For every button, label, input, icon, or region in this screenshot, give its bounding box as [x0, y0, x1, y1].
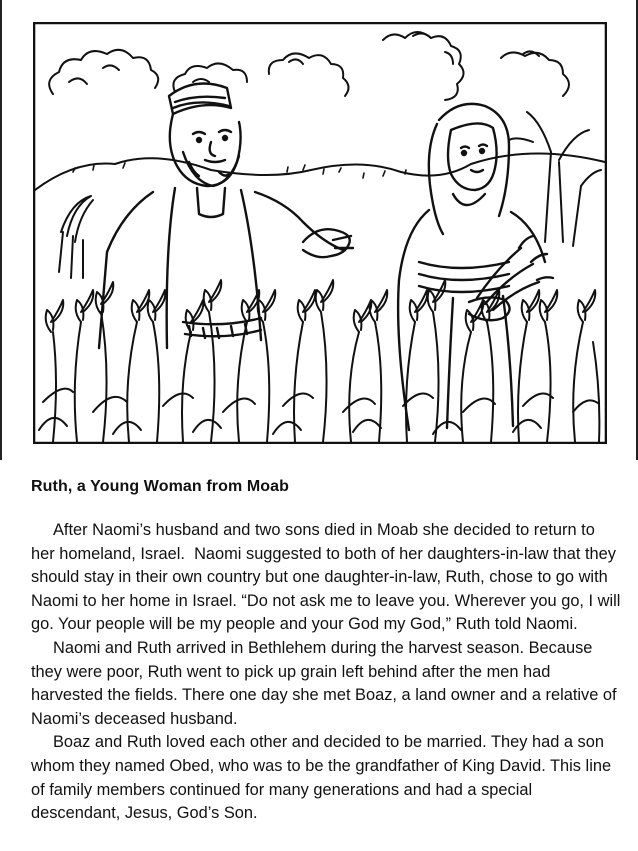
bare-tree — [509, 112, 601, 246]
story-paragraph: Naomi and Ruth arrived in Bethlehem during the harvest season. Because they were poor, Ruth went to pick up grain left behind after the men had harvested the fields. There one day she met Boaz, a land owner and a relative of Naomi’s deceased husband. — [31, 638, 617, 728]
grain-sheaf-back — [59, 196, 93, 278]
page-title: Ruth, a Young Woman from Moab — [31, 478, 290, 495]
story-paragraph: After Naomi’s husband and two sons died in Moab she decided to return to her homeland, Israel. Naomi suggested to both of her daughters-in-law that they should stay in their own country but one daughter-in-law, Ruth, chose to go with Naomi to her home in Israel. “Do not ask me to leave you. Wherever you go, I will go. Your people will be my people and your God my God,” Ruth told Naomi. — [31, 521, 621, 634]
coloring-illustration — [33, 22, 607, 444]
story-paragraph: Boaz and Ruth loved each other and decided to be married. They had a son whom they named Obed, who was to be the grandfather of King David. This line of family members continued for many generations and had a special descendant, Jesus, God’s Son. — [31, 733, 612, 823]
clouds — [49, 32, 569, 100]
hills — [35, 153, 605, 190]
page-edge-left — [0, 0, 2, 460]
wheat-field — [39, 280, 599, 442]
story-text — [31, 519, 621, 826]
boaz-figure — [99, 84, 353, 349]
illustration-frame — [34, 23, 606, 443]
